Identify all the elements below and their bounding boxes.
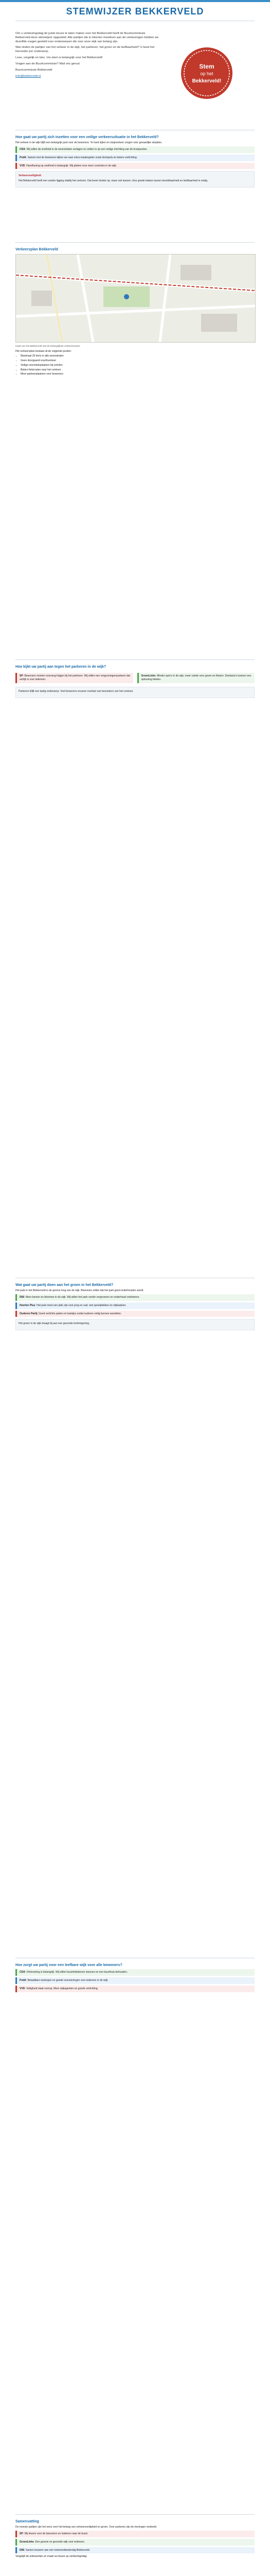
party-answer: Ouderen Partij: Goed verlichte paden en bankjes zodat ouderen veilig kunnen wandelen. [15, 1311, 255, 1317]
info-box-text: Parkeren blijft een lastig onderwerp. Veel bewoners ervaren overlast van bezoekers van het centrum. [19, 689, 134, 693]
party-answer-text: Goed verlichte paden en bankjes zodat ouderen veilig kunnen wandelen. [39, 1312, 122, 1315]
party-name: SP [20, 674, 23, 678]
intro-signature: Buurtcommissie Bekkerveld [15, 68, 52, 72]
divider [15, 659, 255, 660]
party-name: GroenLinks [20, 2540, 34, 2544]
section-text: De meeste partijen zijn het eens over het belang van verkeersveiligheid en groen. Over parkeren zijn de meningen verdeeld. [15, 2526, 157, 2529]
intro-paragraph: Vragen aan de Buurtcommissie? Mail ons gerust. [15, 62, 81, 65]
party-answer: D66: Meer bomen en bloemen in de wijk. Wij willen het park verder vergroenen en onderhoud verbeteren. [15, 1294, 255, 1301]
party-name: VVD [20, 1987, 25, 1990]
list-item: • Veilige oversteekplaatsen bij scholen [21, 364, 255, 367]
map-caption: Kaart van het Bekkerveld met de belangrijkste verkeersroutes. [15, 345, 81, 348]
neighbourhood-map [15, 254, 256, 343]
badge-line-2: op het [200, 71, 213, 76]
section-intro: Het park in het Bekkerveld is de groene long van de wijk. Bewoners willen dat het park goed onderhouden wordt. [15, 1289, 144, 1293]
party-answer-text: Meer bomen en bloemen in de wijk. Wij willen het park verder vergroenen en onderhoud verbeteren. [25, 1296, 140, 1299]
list-item: • Meer parkeerplaatsen voor bewoners [21, 372, 255, 376]
party-name: Heerlen Plus [20, 1303, 35, 1307]
list-item: • Maximaal 30 km/u in alle woonstraten [21, 354, 255, 358]
divider [15, 242, 255, 243]
party-answer-text: Veiligheid staat voorop. Meer wijkagenten en goede verlichting. [26, 1987, 98, 1990]
party-answer: PvdA: Betaalbare woningen en goede voorzieningen voor iedereen in de wijk. [15, 1977, 255, 1984]
list-item: • Betere fietsroutes naar het centrum [21, 368, 255, 372]
party-name: D66 [20, 1296, 25, 1299]
plan-list [15, 354, 255, 376]
party-answer: VVD: Veiligheid staat voorop. Meer wijkagenten en goede verlichting. [15, 1986, 255, 1992]
section-traffic-safety [15, 135, 255, 190]
party-name: CDA [20, 148, 25, 151]
info-box [15, 171, 255, 188]
section-text: Het verkeersplan bestaat uit de volgende punten: [15, 349, 71, 353]
party-answer-text: Een groene en gezonde wijk voor iedereen. [35, 2540, 85, 2544]
info-box [15, 1319, 255, 1330]
page-title: STEMWIJZER BEKKERVELD [66, 6, 204, 16]
section-title: Hoe zorgt uw partij voor een leefbare wijk voor alle bewoners? [15, 1963, 122, 1967]
party-name: VVD [20, 164, 25, 167]
party-answer: SP: Wij kiezen voor de bewoners en luisteren naar de buurt. [15, 2531, 255, 2537]
intro-paragraph: Wat vinden de partijen van het verkeer in de wijk, het parkeren, het groen en de leefbaarheid? U leest het hieronder per onderwerp. [15, 46, 155, 54]
summary-note: Vergelijk de antwoorden en maak uw keuze op verkiezingsdag. [15, 2555, 87, 2558]
party-name: CDA [20, 1971, 25, 1974]
intro-paragraph: Lees, vergelijk en kies. Uw stem is belangrijk voor het Bekkerveld! [15, 56, 103, 60]
badge-line-3: Bekkerveld! [192, 78, 222, 84]
info-box [15, 687, 255, 698]
party-name: SP [20, 2532, 23, 2536]
answers-grid [15, 671, 255, 685]
vote-badge-icon [177, 45, 237, 101]
section-green [15, 1283, 255, 1332]
divider [15, 2514, 255, 2515]
party-answer: Heerlen Plus: Het park moet een plek zijn voor jong en oud, met speelplekken en zitplaatsen. [15, 1302, 255, 1309]
party-answer: GroenLinks: Minder auto's in de wijk, meer ruimte voor groen en fietsen. Deelauto's kunnen een oplossing bieden. [137, 673, 255, 683]
section-livability [15, 1963, 255, 1994]
section-parking [15, 665, 255, 700]
section-title: Hoe kijkt uw partij aan tegen het parkeren in de wijk? [15, 665, 106, 669]
party-answer: PvdA: Samen met de bewoners kijken we naar extra maatregelen zoals drempels en betere verlichting. [15, 155, 255, 161]
party-answer: VVD: Handhaving op snelheid is belangrijk. Wij pleiten voor meer controles in de wijk. [15, 163, 255, 170]
party-answer-text: Minder auto's in de wijk, meer ruimte voor groen en fietsen. Deelauto's kunnen een oplossing bieden. [141, 674, 251, 682]
section-title: Verkeersplan Bekkerveld [15, 248, 58, 251]
section-summary [15, 2519, 255, 2560]
info-box-text: Het Bekkerveld heeft een unieke ligging vlakbij het centrum. Dat levert drukte op, maar ook kansen. Een goede balans tussen bereikbaarheid en leefbaarheid is nodig. [19, 179, 208, 183]
intro-email-link[interactable]: info@bekkerveld.nl [15, 74, 41, 78]
info-box-text: Het groen in de wijk draagt bij aan een gezonde leefomgeving. [19, 1322, 90, 1326]
party-name: GroenLinks [141, 674, 156, 678]
party-answer: D66: Samen bouwen aan een toekomstbestendig Bekkerveld. [15, 2547, 255, 2554]
info-box-title: Verkeersveiligheid [19, 174, 41, 178]
party-answer: SP: Bewoners moeten voorrang krijgen bij het parkeren. Wij willen een vergunningensysteem dat eerlijk is voor iedereen. [15, 673, 133, 683]
party-name: PvdA [20, 156, 26, 159]
top-stripe [0, 0, 270, 2]
party-answer-text: Wij kiezen voor de bewoners en luisteren naar de buurt. [24, 2532, 88, 2536]
party-answer-text: Ontmoeting is belangrijk. Wij willen buurtinitiatieven steunen en een buurthuis behouden. [26, 1971, 128, 1974]
party-answer: CDA: Ontmoeting is belangrijk. Wij willen buurtinitiatieven steunen en een buurthuis behouden. [15, 1969, 255, 1976]
party-answer-text: Samen bouwen aan een toekomstbestendig Bekkerveld. [25, 2548, 91, 2552]
party-answer-text: Bewoners moeten voorrang krijgen bij het parkeren. Wij willen een vergunningensysteem dat eerlijk is voor iedereen. [20, 674, 130, 682]
list-item: • Geen doorgaand vrachtverkeer [21, 359, 255, 363]
party-answer-text: Wij willen de snelheid in de woonstraten verlagen en zetten in op een veilige inrichting van de kruispunten. [26, 148, 148, 151]
party-answer: GroenLinks: Een groene en gezonde wijk voor iedereen. [15, 2539, 255, 2546]
party-answer-text: Het park moet een plek zijn voor jong en oud, met speelplekken en zitplaatsen. [37, 1303, 127, 1307]
badge-line-1: Stem [199, 63, 214, 70]
section-title: Samenvatting [15, 2520, 39, 2523]
party-answer-text: Handhaving op snelheid is belangrijk. Wij pleiten voor meer controles in de wijk. [26, 164, 117, 167]
party-name: Ouderen Partij [20, 1312, 38, 1315]
party-answer-text: Samen met de bewoners kijken we naar extra maatregelen zoals drempels en betere verlichting. [27, 156, 138, 159]
section-traffic-plan [15, 247, 255, 377]
party-answer: CDA: Wij willen de snelheid in de woonstraten verlagen en zetten in op een veilige inrichting van de kruispunten. [15, 146, 255, 153]
section-intro: Het verkeer in de wijk blijft een belangrijk punt voor de bewoners. Te hard rijden en sluipverkeer zorgen voor gevaarlijke situaties. [15, 141, 163, 145]
section-title: Hoe gaat uw partij zich inzetten voor een veilige verkeerssituatie in het Bekkerveld? [15, 135, 159, 139]
section-title: Wat gaat uw partij doen aan het groen in het Bekkerveld? [15, 1283, 114, 1287]
party-name: D66 [20, 2548, 25, 2552]
party-name: PvdA [20, 1979, 26, 1982]
party-answer-text: Betaalbare woningen en goede voorzieningen voor iedereen in de wijk. [27, 1979, 109, 1982]
intro-text [15, 32, 159, 80]
intro-paragraph: Om u verkiezingsdag de juiste keuze te laten maken voor het Bekkerveld heeft de Buurtcommissie Bekkerveld deze stemwijzer opgesteld. Alle partijen die in Heerlen meedoen aan de verkiezingen hebben we dezelfde vragen gesteld over onderwerpen die voor onze wijk van belang zijn. [15, 32, 159, 43]
map-icon [16, 255, 255, 342]
